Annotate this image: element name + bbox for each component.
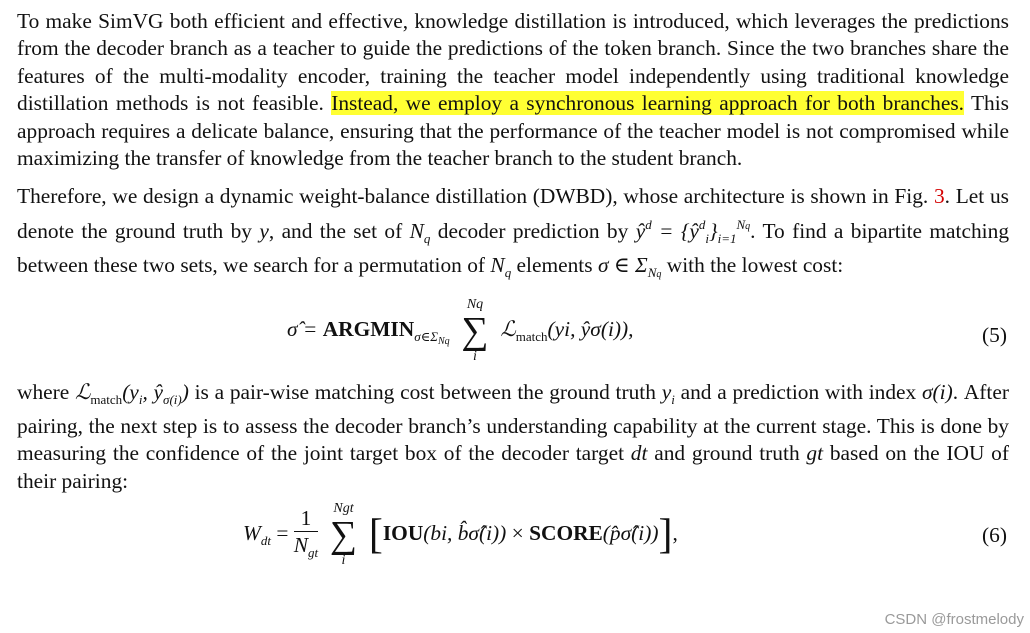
paper-page	[17, 8, 1009, 581]
eq6-iou-args: (bi, b̂σ̂(i))	[423, 521, 507, 546]
math-yi: $y_i$	[661, 379, 675, 407]
left-bracket: [	[368, 512, 383, 559]
para3-text: . After pairing, the next step is to assess the decoder branch’s understanding capability at the current stage. This is done by measuring the confidence of the joint target box of the decoder target	[17, 379, 1009, 466]
math-gt: gt	[806, 441, 824, 466]
math-y: y	[259, 218, 269, 243]
figure-ref-link[interactable]: 3	[933, 184, 945, 209]
paragraph-2	[17, 183, 1009, 288]
para2-text: . Let us denote the ground truth by	[17, 184, 1009, 243]
eq6-score-args: (p̂σ̂(i))	[602, 521, 659, 546]
para2-text: elements	[516, 253, 593, 278]
eq6-fraction	[294, 505, 318, 566]
eq5-summation	[455, 297, 495, 365]
math-dt: dt	[630, 441, 648, 466]
paragraph-3	[17, 379, 1009, 496]
eq5-argmin: ARGMIN	[322, 316, 415, 341]
eq6-score: SCORE	[529, 521, 603, 546]
para2-text: . To find a bipartite matching between these two sets, we search for a permutation of	[17, 218, 1010, 278]
para3-text: where	[17, 379, 70, 404]
eq5-sum-lower: i	[473, 348, 477, 364]
para3-text: and ground truth	[654, 441, 800, 466]
math-sigma-i: σ(i)	[921, 379, 953, 404]
eq6-frac-denominator: N	[293, 532, 309, 557]
equation-6: $W_{dt}$ = $\frac{1}{N_{gt}}$ Ngt ∑ i [IOU(bi, b̂σ̂(i)) × SCORE(p̂σ̂(i))], (6)	[243, 501, 1007, 569]
para1-text-before: To make SimVG both efficient and effective, knowledge distillation is introduced, which leverages the predictions from the decoder branch as a teacher to guide the predictions of the token branch. Since the two branches share the features of the multi-modality encoder, training the teacher model independently using traditional knowledge distillation methods is not feasible.	[17, 9, 1009, 116]
eq5-sum-upper: Nq	[466, 296, 484, 312]
eq6-lhs: W	[243, 521, 261, 546]
eq6-lhs-sub: dt	[260, 533, 271, 549]
math-loss-match: $ℒ_{match}(y_i$, $ŷ_{\sigma(i)}$)	[75, 379, 189, 407]
eq5-argmin-subsub: Nq	[437, 335, 450, 347]
para3-text: is a pair-wise matching cost between the ground truth	[194, 379, 656, 404]
math-sigma-in-sigma: σ ∈ $\Sigma_{Nq}$	[597, 253, 662, 281]
eq6-frac-numerator: 1	[294, 505, 318, 532]
math-nq: $N_q$	[409, 218, 431, 246]
eq6-iou: IOU	[382, 521, 424, 546]
eq5-argmin-sub: σ∈Σ	[414, 328, 438, 344]
eq5-loss-symbol: ℒ	[500, 316, 516, 341]
para2-text: , and the set of	[268, 218, 403, 243]
para3-text: and a prediction with index	[680, 379, 917, 404]
para2-text: with the lowest cost:	[666, 253, 844, 278]
eq6-times: ×	[511, 521, 524, 546]
para1-text-after: This approach requires a delicate balance, ensuring that the performance of the teacher model is not compromised while maximizing the transfer of knowledge from the teacher branch to the student branch.	[17, 91, 1009, 171]
eq6-sum-upper: Ngt	[333, 501, 354, 517]
sum-sign: ∑	[461, 309, 489, 352]
eq5-lhs: σ̂ =	[287, 316, 318, 341]
sum-sign: ∑	[329, 514, 358, 557]
csdn-watermark: CSDN @frostmelody	[884, 611, 1024, 628]
math-set-yd: $ŷ^d$ = $\{ŷ^d_i\}_{i=1}^{Nq}$	[635, 216, 751, 246]
equation-5	[17, 297, 1009, 373]
highlighted-sentence[interactable]: Instead, we employ a synchronous learning approach for both branches.	[331, 91, 964, 116]
para3-text: based on the IOU of their pairing:	[17, 441, 1009, 493]
eq6-sum-lower: i	[341, 553, 346, 569]
eq6-summation	[324, 501, 364, 569]
para2-text: decoder prediction by	[437, 218, 629, 243]
right-bracket: ]	[658, 512, 673, 559]
eq6-frac-den-sub: gt	[308, 544, 319, 560]
paragraph-1	[17, 8, 1009, 172]
equation-number-5: (5)	[982, 322, 1007, 347]
math-nq: $N_q$	[490, 253, 512, 281]
eq6-comma: ,	[672, 521, 678, 546]
para2-text: Therefore, we design a dynamic weight-balance distillation (DWBD), whose architecture is shown in Fig.	[17, 184, 929, 209]
eq5-loss-args: (yi, ŷσ(i)),	[547, 316, 634, 341]
eq5-loss-sub: match	[515, 328, 548, 344]
equation-number-6: (6)	[982, 523, 1007, 548]
